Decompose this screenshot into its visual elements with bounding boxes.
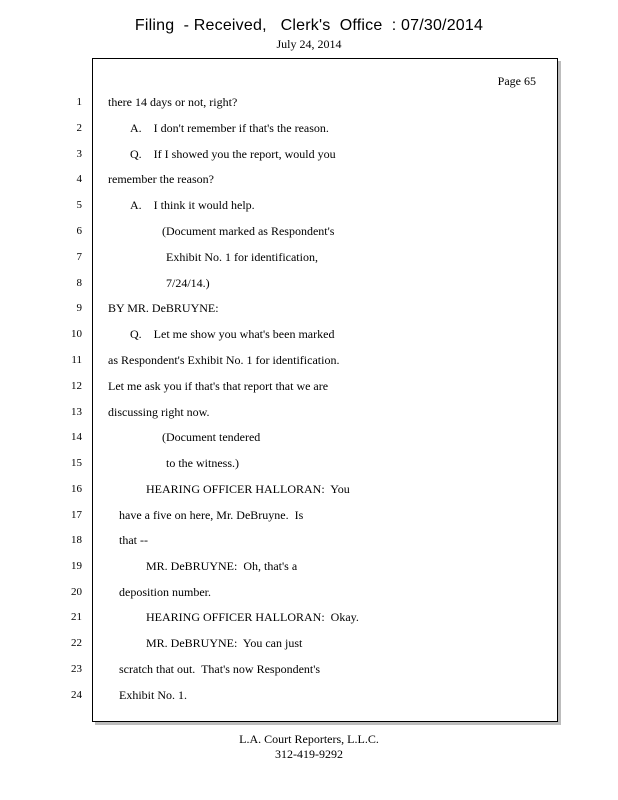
- transcript-line: discussing right now.: [108, 405, 210, 419]
- transcript-line: scratch that out. That's now Respondent's: [119, 662, 321, 676]
- line-number: 15: [71, 457, 82, 469]
- transcript-line: there 14 days or not, right?: [108, 95, 238, 109]
- line-number: 20: [71, 586, 82, 598]
- line-number: 1: [76, 96, 82, 108]
- line-number: 7: [76, 251, 82, 263]
- line-number: 8: [76, 277, 82, 289]
- line-number: 11: [71, 354, 82, 366]
- transcript-line: (Document tendered: [162, 430, 261, 444]
- page-number: Page 65: [497, 74, 536, 88]
- line-number: 18: [71, 534, 82, 546]
- transcript-line: that --: [119, 533, 148, 547]
- transcript-line: A. I don't remember if that's the reason.: [130, 121, 329, 135]
- transcript-line: to the witness.): [166, 456, 239, 470]
- transcript-line: Exhibit No. 1 for identification,: [166, 250, 318, 264]
- line-number: 9: [76, 302, 82, 314]
- line-number: 5: [76, 199, 82, 211]
- reporter-phone: 312-419-9292: [275, 747, 343, 761]
- transcript-line: Q. If I showed you the report, would you: [130, 147, 336, 161]
- transcript-line: Q. Let me show you what's been marked: [130, 327, 335, 341]
- line-number: 19: [71, 560, 82, 572]
- transcript-line: HEARING OFFICER HALLORAN: You: [146, 482, 350, 496]
- line-number: 10: [71, 328, 82, 340]
- transcript-line: remember the reason?: [108, 172, 214, 186]
- line-number: 14: [71, 431, 82, 443]
- line-number: 21: [71, 611, 82, 623]
- hearing-date: July 24, 2014: [276, 37, 342, 51]
- line-number: 22: [71, 637, 82, 649]
- transcript-line: (Document marked as Respondent's: [162, 224, 335, 238]
- line-number: 16: [71, 483, 82, 495]
- line-number: 4: [76, 173, 82, 185]
- reporter-company: L.A. Court Reporters, L.L.C.: [239, 732, 379, 746]
- transcript-line: BY MR. DeBRUYNE:: [108, 301, 219, 315]
- line-number: 17: [71, 509, 82, 521]
- transcript-line: 7/24/14.): [166, 276, 210, 290]
- line-number: 12: [71, 380, 82, 392]
- transcript-line: as Respondent's Exhibit No. 1 for identification.: [108, 353, 340, 367]
- line-number: 24: [71, 689, 82, 701]
- line-number: 13: [71, 406, 82, 418]
- transcript-line: A. I think it would help.: [130, 198, 255, 212]
- transcript-line: HEARING OFFICER HALLORAN: Okay.: [146, 610, 359, 624]
- transcript-line: MR. DeBRUYNE: You can just: [146, 636, 303, 650]
- transcript-line: Let me ask you if that's that report that we are: [108, 379, 329, 393]
- line-number: 23: [71, 663, 82, 675]
- transcript-line: MR. DeBRUYNE: Oh, that's a: [146, 559, 298, 573]
- transcript-line: have a five on here, Mr. DeBruyne. Is: [119, 508, 304, 522]
- transcript-line: Exhibit No. 1.: [119, 688, 187, 702]
- line-number: 3: [76, 148, 82, 160]
- filing-stamp: Filing - Received, Clerk's Office : 07/30/2014: [134, 17, 484, 34]
- line-number: 2: [76, 122, 82, 134]
- transcript-line: deposition number.: [119, 585, 211, 599]
- line-number: 6: [76, 225, 82, 237]
